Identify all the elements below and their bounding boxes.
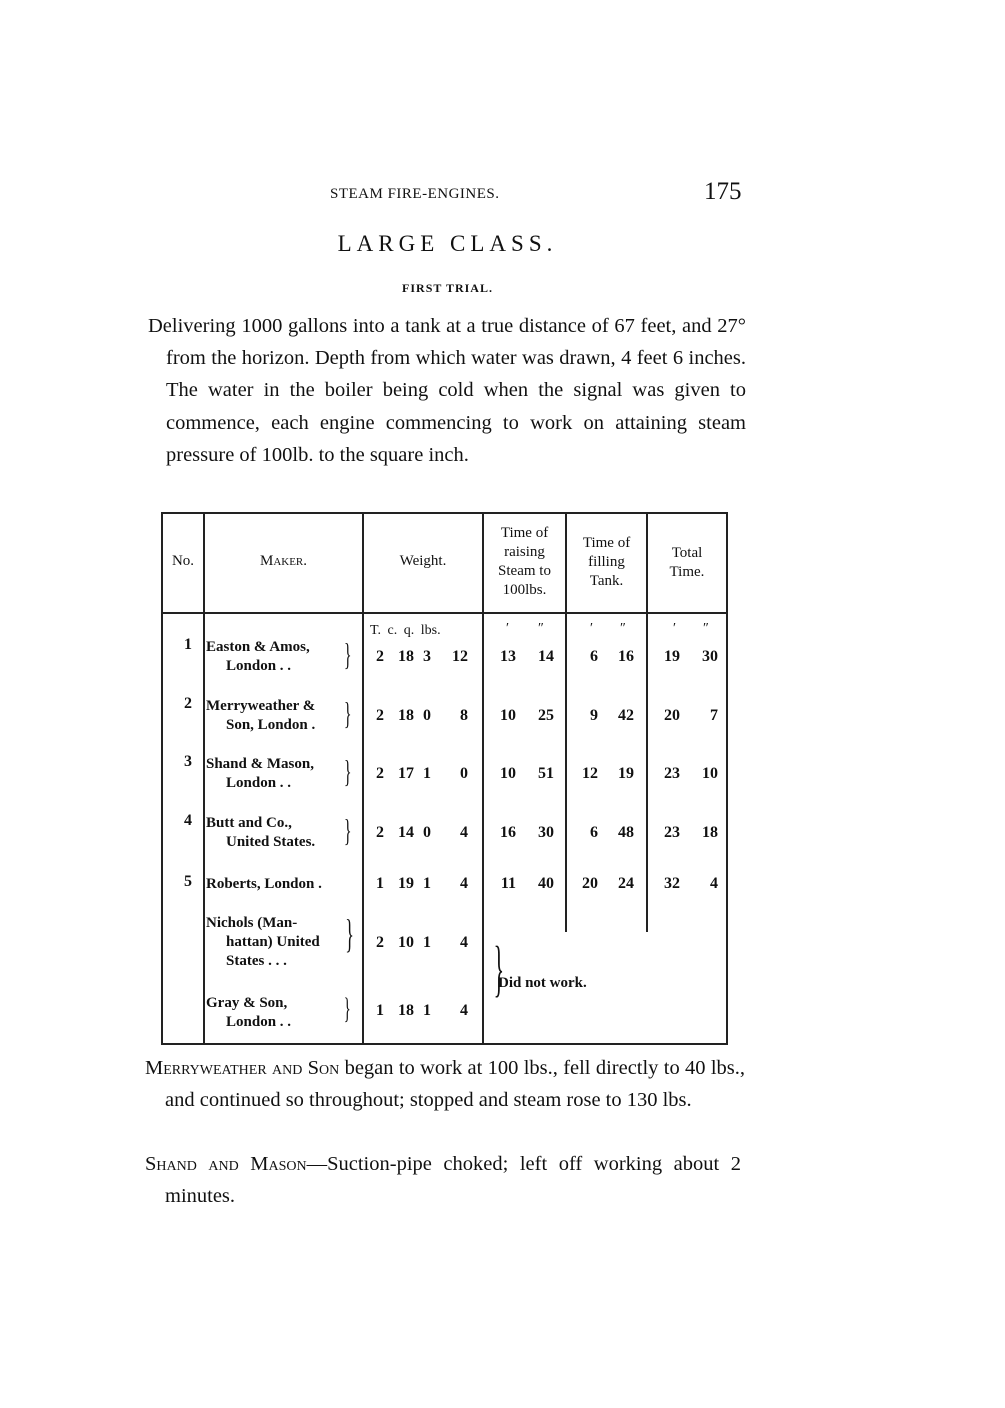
total-time: 7: [710, 707, 718, 724]
row-number: 1: [184, 636, 192, 653]
fill-time: 20: [582, 875, 598, 892]
note-lead: Shand and Mason: [145, 1153, 307, 1175]
row-number: 2: [184, 695, 192, 712]
weight-value: 0: [423, 824, 431, 841]
header-raising: [484, 524, 565, 600]
fill-time: 6: [590, 648, 598, 665]
row-number: 5: [184, 873, 192, 890]
brace-mark: }: [343, 812, 352, 848]
brace-mark: }: [345, 911, 354, 956]
maker-cell: [206, 914, 336, 971]
weight-value: 2: [376, 648, 384, 665]
weight-value: 1: [423, 1002, 431, 1019]
raise-time: 40: [538, 875, 554, 892]
weight-value: 10: [398, 934, 414, 951]
header-filling-line: Tank.: [589, 573, 624, 589]
maker-line: Butt and Co.,: [206, 815, 292, 831]
raise-time: 10: [500, 765, 516, 782]
maker-line: Gray & Son,: [206, 995, 288, 1011]
weight-value: 1: [423, 875, 431, 892]
total-time: 23: [664, 765, 680, 782]
weight-value: 19: [398, 875, 414, 892]
row-number: 4: [184, 812, 192, 829]
did-not-work: Did not work.: [498, 975, 587, 991]
header-raising-line: raising: [504, 544, 545, 560]
note-text: began to work at 100 lbs., fell directly to 40 lbs., and continued so throughout; stopped and steam rose to 130 lbs.: [165, 1057, 745, 1111]
maker-cell: [206, 994, 336, 1032]
fill-time: 19: [618, 765, 634, 782]
header-total-line: Time.: [669, 564, 705, 580]
header-rule: [161, 612, 728, 614]
weight-value: 18: [398, 1002, 414, 1019]
weight-value: 2: [376, 824, 384, 841]
header-total: [648, 544, 726, 582]
header-no: No.: [171, 553, 195, 569]
weight-value: 18: [398, 707, 414, 724]
fill-time: 6: [590, 824, 598, 841]
maker-line: States . . .: [226, 953, 287, 969]
sec-mark: ″: [620, 621, 626, 636]
total-time: 32: [664, 875, 680, 892]
weight-value: 0: [423, 707, 431, 724]
weight-value: 4: [460, 934, 468, 951]
total-time: 4: [710, 875, 718, 892]
weight-value: 8: [460, 707, 468, 724]
row-number: 3: [184, 753, 192, 770]
maker-line: Nichols (Man-: [206, 915, 298, 931]
raise-time: 11: [500, 875, 516, 892]
header-weight: Weight.: [399, 553, 447, 569]
maker-line: Shand & Mason,: [206, 756, 314, 772]
col-divider: [161, 512, 163, 1044]
raise-time: 10: [500, 707, 516, 724]
fill-time: 9: [590, 707, 598, 724]
running-title: STEAM FIRE-ENGINES.: [330, 186, 500, 202]
maker-line: Merryweather &: [206, 698, 316, 714]
maker-line: United States.: [226, 834, 316, 850]
maker-line: London . .: [226, 1014, 292, 1030]
sec-mark: ″: [538, 621, 544, 636]
header-raising-line: 100lbs.: [502, 582, 547, 598]
table-bottom-rule: [161, 1043, 728, 1045]
weight-value: 14: [398, 824, 414, 841]
weight-value: 3: [423, 648, 431, 665]
weight-units: T. c. q. lbs.: [370, 623, 441, 638]
weight-value: 1: [423, 765, 431, 782]
footnote-merryweather: [145, 1052, 745, 1116]
maker-line: Roberts, London .: [206, 876, 322, 892]
weight-value: 4: [460, 824, 468, 841]
page-number: 175: [704, 178, 742, 205]
raise-time: 14: [538, 648, 554, 665]
maker-line: Easton & Amos,: [206, 639, 310, 655]
header-total-line: Total: [671, 545, 703, 561]
raise-time: 16: [500, 824, 516, 841]
min-mark: ′: [673, 621, 677, 636]
weight-value: 12: [452, 648, 468, 665]
col-divider: [482, 512, 484, 1044]
min-mark: ′: [590, 621, 594, 636]
weight-value: 1: [376, 875, 384, 892]
maker-line: Son, London .: [226, 717, 316, 733]
weight-value: 2: [376, 934, 384, 951]
section-title: LARGE CLASS.: [337, 231, 558, 256]
note-lead: Merryweather and Son: [145, 1057, 340, 1079]
weight-value: 1: [376, 1002, 384, 1019]
col-divider: [646, 512, 648, 932]
min-mark: ′: [506, 621, 510, 636]
weight-value: 2: [376, 765, 384, 782]
header-raising-line: Time of: [500, 525, 549, 541]
sec-mark: ″: [703, 621, 709, 636]
section-subtitle: FIRST TRIAL.: [402, 281, 493, 295]
total-time: 18: [702, 824, 718, 841]
footnote-shand: [145, 1148, 741, 1212]
fill-time: 12: [582, 765, 598, 782]
weight-value: 4: [460, 1002, 468, 1019]
header-filling: [567, 534, 646, 591]
total-time: 23: [664, 824, 680, 841]
brace-mark: }: [343, 992, 351, 1025]
raise-time: 51: [538, 765, 554, 782]
header-filling-line: filling: [588, 554, 625, 570]
weight-value: 0: [460, 765, 468, 782]
col-divider: [726, 512, 728, 1044]
table-top-rule: [161, 512, 728, 514]
brace-mark: }: [343, 695, 352, 731]
fill-time: 24: [618, 875, 634, 892]
header-maker: Maker.: [259, 553, 308, 569]
weight-value: 1: [423, 934, 431, 951]
total-time: 19: [664, 648, 680, 665]
raise-time: 30: [538, 824, 554, 841]
weight-value: 4: [460, 875, 468, 892]
col-divider: [203, 512, 205, 1044]
total-time: 10: [702, 765, 718, 782]
intro-paragraph: Delivering 1000 gallons into a tank at a true distance of 67 feet, and 27° from the horizon. Depth from which water was drawn, 4 feet 6 inches. The water in the boiler being cold when the signal was given to commence, each engine commencing to work on attaining steam pressure of 100lb. to the square inch.: [148, 315, 746, 466]
fill-time: 16: [618, 648, 634, 665]
total-time: 20: [664, 707, 680, 724]
note-text: —Suction-pipe choked; left off working about 2 minutes.: [165, 1153, 741, 1207]
header-filling-line: Time of: [582, 535, 631, 551]
brace-mark: }: [343, 753, 352, 789]
maker-line: London . .: [226, 775, 292, 791]
fill-time: 48: [618, 824, 634, 841]
raise-time: 25: [538, 707, 554, 724]
header-raising-line: Steam to: [498, 563, 551, 579]
weight-value: 2: [376, 707, 384, 724]
maker-line: London . .: [226, 658, 292, 674]
weight-value: 17: [398, 765, 414, 782]
col-divider: [565, 512, 567, 932]
brace-mark: }: [343, 636, 352, 672]
fill-time: 42: [618, 707, 634, 724]
col-divider: [362, 512, 364, 1044]
total-time: 30: [702, 648, 718, 665]
brace-mark: }: [493, 935, 505, 1003]
raise-time: 13: [500, 648, 516, 665]
weight-value: 18: [398, 648, 414, 665]
maker-line: hattan) United: [226, 934, 320, 950]
